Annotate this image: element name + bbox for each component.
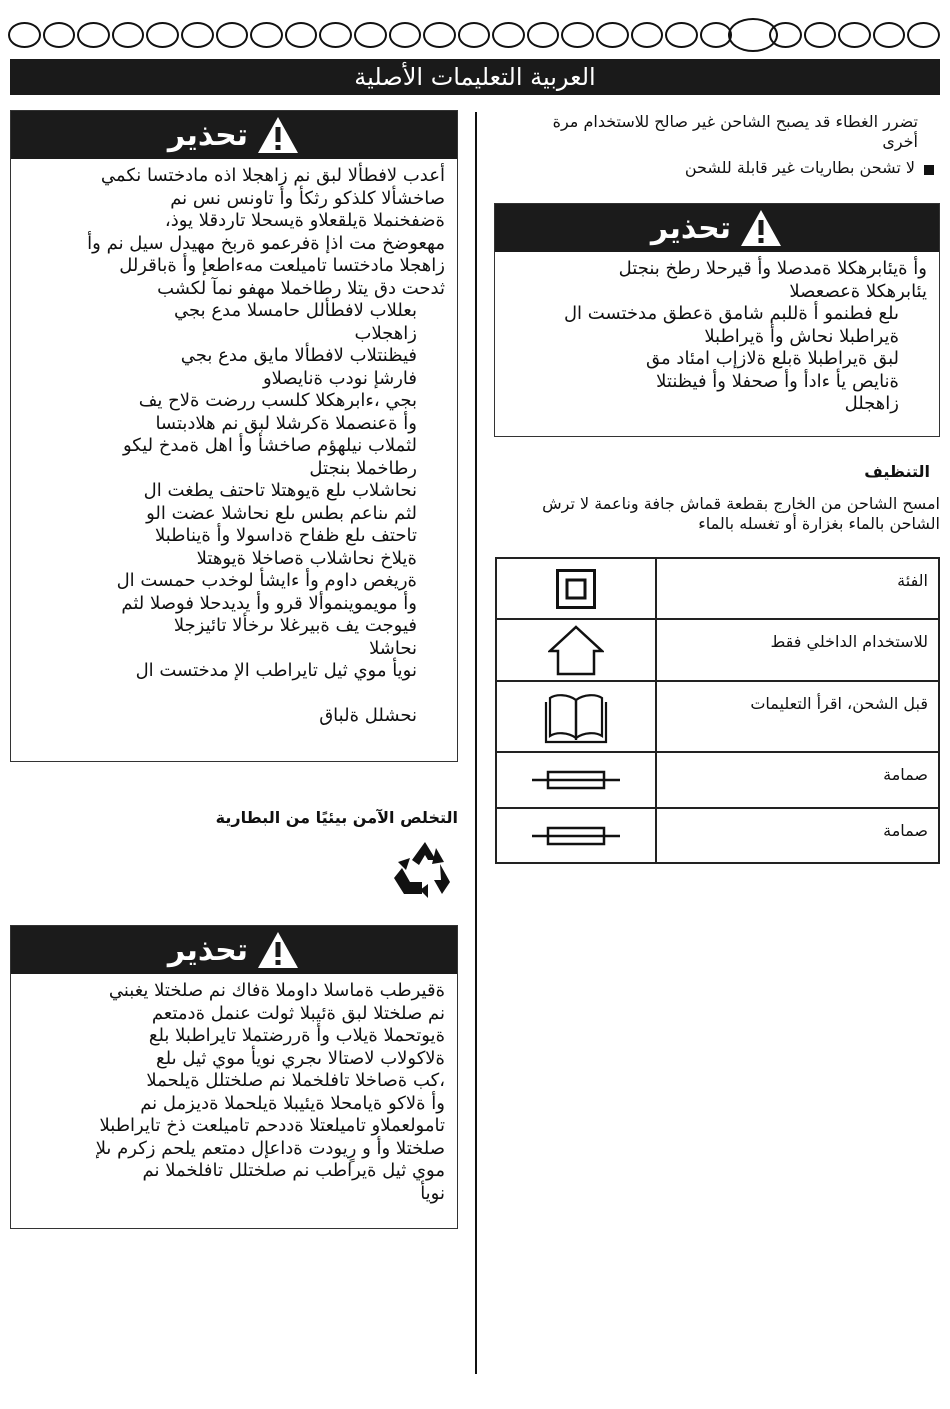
warning-line: تامولعملاو تاميلعتلا ةددحم تاميلعت ذخ تايراطبلا (99, 1115, 445, 1136)
warning-line: ةقيرطب ةماسلا داوملا ةفاك نم صلختلا يغبني (108, 980, 445, 1001)
warning-line: زاهجلل (844, 393, 899, 414)
warning-line: ةلاكولاب لاصتالا ىجري نويأ موي ثيل ىلع (156, 1047, 445, 1069)
section-title: العربية التعليمات الأصلية (354, 63, 596, 91)
warning-line: بجي ،ءابرهكلا كلسب ررضت ةلاح يف (138, 390, 417, 411)
warning-label: تحذير (650, 210, 732, 246)
page-tab (561, 22, 594, 48)
class-two-double-square-icon (497, 559, 657, 618)
warning-line: وأ ةلاكو ةيامحلا ةيئيبلا ةيلحملا ةديزمل نم (140, 1092, 445, 1114)
page-tab (319, 22, 352, 48)
page-tab (112, 22, 145, 48)
section-header (10, 59, 940, 95)
symbol-label: الفئة (897, 571, 928, 590)
note-line: أخرى (882, 132, 918, 151)
warning-line: أعدب لافطألا لبق نم زاهجلا اذه مادختسا نكمي (100, 165, 445, 186)
warning-line: موي ثيل ةيراطب نم صلختلل تافلخملا نم (142, 1160, 445, 1181)
page-tab (8, 22, 41, 48)
warning-line: نويأ (420, 1182, 445, 1204)
charger-cover-note (492, 112, 918, 152)
warning-line: ةيراطبلا نحاش وأ ةيراطبلا (704, 325, 899, 347)
warning-header (11, 111, 457, 159)
page-tab (873, 22, 906, 48)
warning-line: ةضفخنملا ةيلقعلاو ةيسحلا تاردقلا يوذ، (164, 210, 445, 231)
symbol-label: للاستخدام الداخلي فقط (770, 632, 928, 651)
warning-box-disposal (10, 925, 458, 1229)
warning-line: لبق ةيراطبلا ةبلع ةلازإب امئاد مق (646, 348, 899, 369)
house-icon (497, 620, 657, 680)
page-tab (804, 22, 837, 48)
warning-line: نم صلختلا لبق ةئيبلا ثولت عنمل ةدمتعم (151, 1002, 445, 1024)
page-tab (423, 22, 456, 48)
warning-line: بعللاب لافطألل حامسلا مدع بجي (174, 300, 417, 321)
warning-body (495, 252, 939, 426)
warning-header (495, 204, 939, 252)
warning-box-children (10, 110, 458, 762)
warning-line (23, 683, 417, 705)
battery-disposal-title: التخلص الآمن بيئيًا من البطارية (215, 808, 458, 827)
symbol-label: صمامة (883, 765, 928, 784)
warning-line: نحاشلاب ىلع ةيوهتلا تاحتف يطغت ال (143, 480, 417, 501)
page-tab (907, 22, 940, 48)
warning-line: لثم ىناعم بطس ىلع نحاشلا عضت الو (146, 502, 417, 524)
page-tab (665, 22, 698, 48)
page-tab (146, 22, 179, 48)
page-tab (216, 22, 249, 48)
warning-line: ةيوتحملا ةيلاب وأ ةررضتملا تايراطبلا بلع (148, 1025, 445, 1046)
symbol-label: قبل الشحن، اقرأ التعليمات (750, 694, 928, 713)
symbols-table (495, 557, 940, 864)
warning-line: وأ ةيئابرهكلا ةمدصلا وأ قيرحلا رطخ بنجتل (618, 258, 927, 279)
warning-line: مهعوضخ مت اذإ ةفرعمو ةربخ مهيدل سيل نم وأ (87, 232, 445, 254)
warning-line: تاحتف ىلع ظفاح ةداسولا وأ ةيناطبلا (154, 525, 417, 546)
warning-triangle-icon (256, 115, 300, 155)
warning-line: زاهجلا مادختسا تاميلعت مهءاطعإ وأ ةباقرلل (119, 255, 445, 276)
column-divider (475, 112, 477, 1374)
page-tab (458, 22, 491, 48)
warning-line: ةريغص داوم وأ ءايشأ لوخدب حمست ال (116, 570, 417, 591)
warning-label: تحذير (167, 117, 249, 153)
warning-line: زاهجلاب (354, 322, 417, 344)
fuse-icon (497, 809, 657, 862)
fuse-icon (497, 753, 657, 807)
symbol-row (497, 620, 938, 682)
page-tab (43, 22, 76, 48)
warning-line: ىلع فطنمو أ ةللبم شامق ةعطق مدختست ال (563, 303, 899, 324)
warning-line: ثدحت دق يتلا رطاخملا مهفو نمآ لكشب (157, 277, 445, 299)
page-tab (77, 22, 110, 48)
page-tab (181, 22, 214, 48)
cleaning-text: امسح الشاحن من الخارج بقطعة قماش جافة وناعمة لا ترش الشاحن بالماء بغزارة أو تغسله بالماء (542, 494, 940, 533)
page-tab (769, 22, 802, 48)
symbol-row (497, 559, 938, 620)
symbol-label: صمامة (883, 821, 928, 840)
warning-label: تحذير (167, 932, 249, 968)
warning-line: نويأ موي ثيل تايراطب الإ مدختست ال (135, 660, 417, 681)
open-book-icon (497, 682, 657, 751)
warning-line: صاخشألا كلذكو رثكأ وأ تاونس نس نم (170, 187, 445, 209)
warning-line: رطاخملا بنجتل (309, 457, 417, 479)
page-tab (492, 22, 525, 48)
page-tab-strip (8, 22, 942, 52)
warning-line: يئابرهكلا ةعصعصلا (789, 280, 927, 302)
page-tab (389, 22, 422, 48)
recycle-icon (392, 838, 458, 904)
warning-line: ةنايص يأ ءادأ وأ صحفلا وأ فيظنتلا (656, 370, 899, 392)
cleaning-title: التنظيف (864, 462, 930, 481)
page-tab (250, 22, 283, 48)
bullet-marker (924, 165, 934, 175)
warning-triangle-icon (256, 930, 300, 970)
warning-body (11, 159, 457, 737)
symbol-row (497, 809, 938, 862)
warning-line: وأ مويموينموألا قرو وأ يديدحلا فوصلا لثم (121, 592, 417, 614)
page-tab (596, 22, 629, 48)
page-tab (285, 22, 318, 48)
warning-line: ةيلاخ نحاشلاب ةصاخلا ةيوهتلا (196, 547, 417, 569)
warning-line: نحشلل ةلباق (319, 704, 417, 726)
warning-line: فارشإ نودب ةنايصلاو (262, 367, 417, 389)
warning-line: ،كب ةصاخلا تافلخملا نم صلختلل ةيلحملا (146, 1070, 445, 1091)
warning-header (11, 926, 457, 974)
warning-line: فيظنتلاب لافطألا مايق مدع بجي (180, 345, 417, 366)
symbol-row (497, 753, 938, 809)
warning-triangle-icon (739, 208, 783, 248)
warning-line: لثملاب نيلهؤم صاخشأ وأ اهل ةمدخ ليكو (122, 435, 417, 456)
page-tab (838, 22, 871, 48)
warning-line: صلختلا وأ و رٍيودت ةداعإل دمتعم يلحم زكرم ىلإ (95, 1137, 445, 1159)
note-line: تضرر الغطاء قد يصبح الشاحن غير صالح للاستخدام مرة (552, 112, 918, 131)
warning-line: وأ ةعنصملا ةكرشلا لبق نم هلادبتسا (155, 412, 417, 434)
symbol-row (497, 682, 938, 753)
warning-box-charger (494, 203, 940, 437)
warning-line: فيوجت يف ةبيرغلا ىرخألا تائيزجلا (173, 615, 417, 636)
warning-line: نحاشلا (369, 637, 417, 659)
page-tab (354, 22, 387, 48)
bullet-item: لا تشحن بطاريات غير قابلة للشحن (684, 158, 915, 177)
page-tab (631, 22, 664, 48)
page-tab (527, 22, 560, 48)
warning-body (11, 974, 457, 1215)
